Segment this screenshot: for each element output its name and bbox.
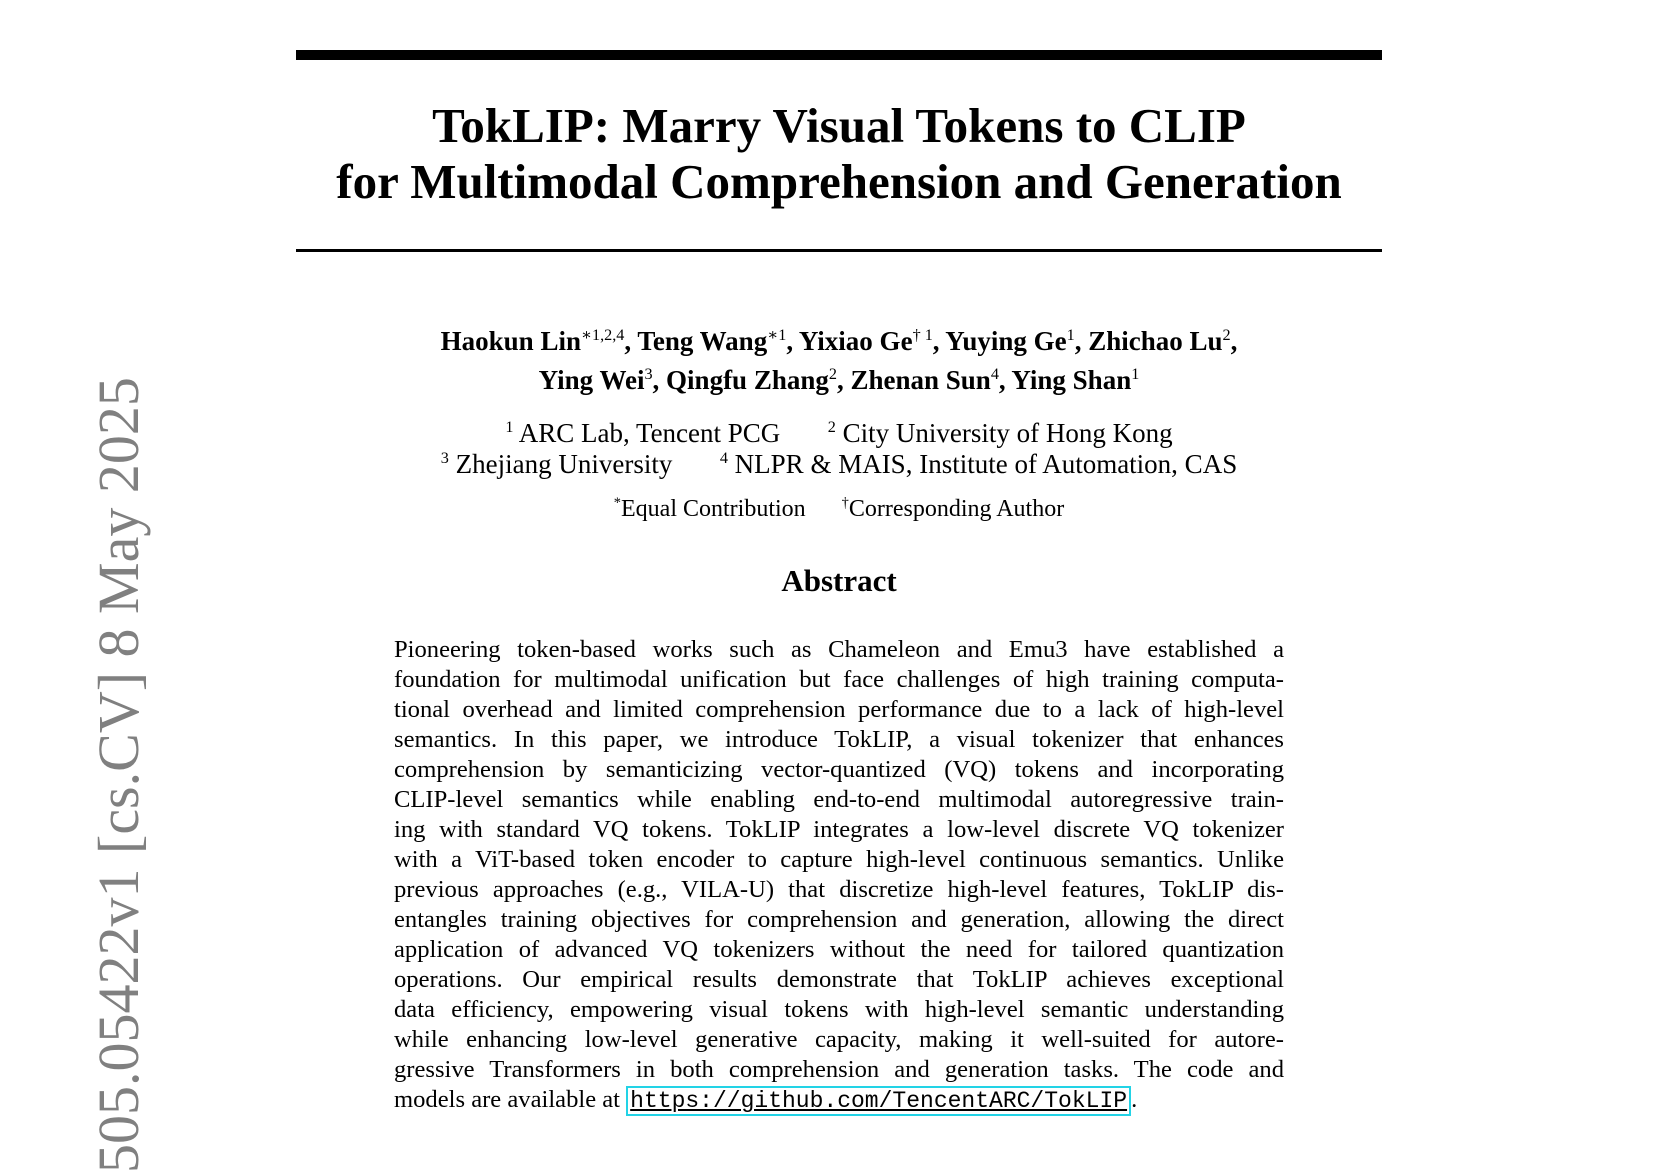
author-affiliation-marks: 2 — [828, 365, 837, 383]
affiliation-line-2 — [296, 449, 1382, 480]
abstract-line: tional overhead and limited comprehension performance due to a lack of high-level — [394, 696, 1284, 723]
author-affiliation-marks: 1 — [1131, 365, 1140, 383]
abstract-line: semantics. In this paper, we introduce TokLIP, a visual tokenizer that enhances — [394, 726, 1284, 753]
author-separator: , — [836, 365, 851, 395]
author-notes — [296, 494, 1382, 524]
author-name: Ying Shan — [1011, 365, 1132, 395]
author-name: Qingfu Zhang — [666, 365, 829, 395]
author-affiliation-marks: ∗1 — [767, 326, 787, 344]
affiliation-number: 4 — [719, 449, 728, 467]
abstract-line-suffix: . — [1131, 1086, 1138, 1113]
author-affiliation-marks: 1 — [1066, 326, 1075, 344]
author-list — [296, 322, 1382, 400]
author-name: Ying Wei — [538, 365, 645, 395]
author-name: Yuying Ge — [945, 326, 1067, 356]
abstract-line: application of advanced VQ tokenizers without the need for tailored quantization — [394, 936, 1284, 963]
author-affiliation-marks: ∗1,2,4 — [580, 326, 625, 344]
affiliation-number: 1 — [505, 418, 514, 436]
corresponding-author-mark: † — [841, 495, 849, 511]
author-separator: , — [1230, 326, 1238, 356]
abstract-last-line — [394, 1085, 1284, 1116]
author-name: Haokun Lin — [440, 326, 581, 356]
author-line-2 — [296, 361, 1382, 400]
affiliation-line-1 — [296, 418, 1382, 449]
title-top-rule — [296, 50, 1382, 60]
abstract-line: comprehension by semanticizing vector-quantized (VQ) tokens and incorporating — [394, 756, 1284, 783]
author-separator: , — [624, 326, 638, 356]
corresponding-author-note: Corresponding Author — [848, 496, 1065, 522]
abstract-line: entangles training objectives for comprehension and generation, allowing the direct — [394, 906, 1284, 933]
abstract-line: with a ViT-based token encoder to capture high-level continuous semantics. Unlike — [394, 846, 1284, 873]
abstract-line: data efficiency, empowering visual tokens with high-level semantic understanding — [394, 996, 1284, 1023]
equal-contribution-note: Equal Contribution — [621, 496, 806, 522]
abstract-line-prefix: models are available at — [394, 1086, 627, 1113]
arxiv-identifier-stamp: 505.05422v1 [cs.CV] 8 May 2025 — [86, 377, 151, 1173]
abstract-line: while enhancing low-level generative capacity, making it well-suited for autore- — [394, 1026, 1284, 1053]
affiliation-name: City University of Hong Kong — [842, 418, 1173, 448]
abstract-line: foundation for multimodal unification but face challenges of high training computa- — [394, 666, 1284, 693]
author-affiliation-marks: † 1 — [912, 326, 933, 344]
author-name: Yixiao Ge — [798, 326, 913, 356]
author-separator: , — [652, 365, 667, 395]
affiliation-number: 3 — [440, 449, 449, 467]
author-separator: , — [998, 365, 1012, 395]
paper-title-line-1: TokLIP: Marry Visual Tokens to CLIP — [432, 98, 1246, 153]
author-affiliation-marks: 3 — [644, 365, 653, 383]
author-separator: , — [786, 326, 799, 356]
abstract-line: CLIP-level semantics while enabling end-to-end multimodal autoregressive train- — [394, 786, 1284, 813]
paper-title-line-2: for Multimodal Comprehension and Generation — [336, 154, 1342, 209]
abstract-line: operations. Our empirical results demonstrate that TokLIP achieves exceptional — [394, 966, 1284, 993]
author-affiliation-marks: 2 — [1222, 326, 1231, 344]
abstract-body — [394, 635, 1284, 1116]
equal-contribution-mark: * — [613, 495, 621, 511]
author-line-1 — [296, 322, 1382, 361]
github-code-link[interactable]: https://github.com/TencentARC/TokLIP — [626, 1086, 1131, 1116]
affiliation-name: ARC Lab, Tencent PCG — [518, 418, 781, 448]
abstract-line: previous approaches (e.g., VILA-U) that discretize high-level features, TokLIP dis- — [394, 876, 1284, 903]
affiliation-name: NLPR & MAIS, Institute of Automation, CAS — [734, 449, 1238, 479]
affiliation-name: Zhejiang University — [455, 449, 673, 479]
author-name: Zhichao Lu — [1088, 326, 1223, 356]
author-separator: , — [1074, 326, 1089, 356]
affiliation-number: 2 — [827, 418, 836, 436]
affiliation-list — [296, 418, 1382, 480]
abstract-heading: Abstract — [781, 563, 897, 598]
author-affiliation-marks: 4 — [990, 365, 999, 383]
abstract-line: Pioneering token-based works such as Chameleon and Emu3 have established a — [394, 636, 1284, 663]
abstract-line: ing with standard VQ tokens. TokLIP integrates a low-level discrete VQ tokenizer — [394, 816, 1284, 843]
author-name: Zhenan Sun — [850, 365, 991, 395]
author-name: Teng Wang — [637, 326, 768, 356]
title-bottom-rule — [296, 249, 1382, 252]
paper-title — [296, 98, 1382, 210]
abstract-line: gressive Transformers in both comprehension and generation tasks. The code and — [394, 1056, 1284, 1083]
author-separator: , — [932, 326, 946, 356]
